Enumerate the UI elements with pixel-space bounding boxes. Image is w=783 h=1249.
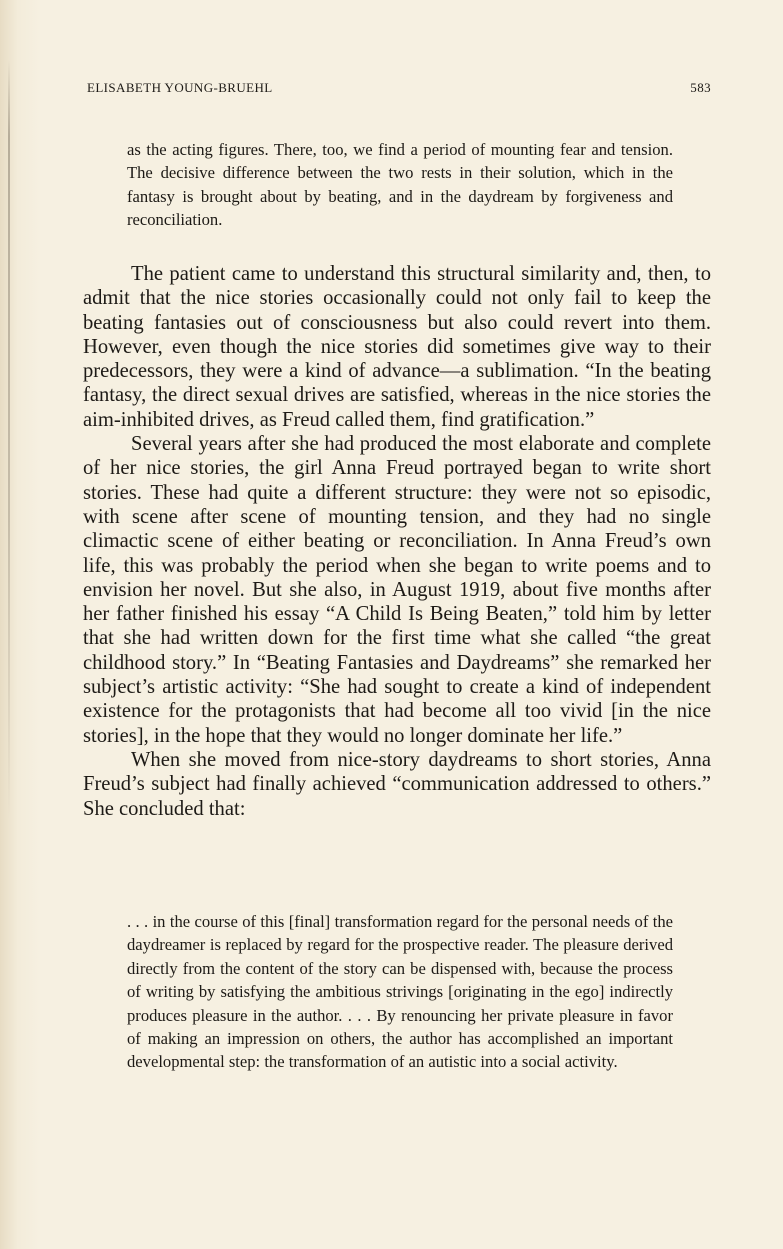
- body-paragraph: Several years after she had produced the most elaborate and complete of her nice stories, the girl Anna Freud portrayed began to write short stories. These had quite a different structure: they were not so episodic, with scene after scene of mounting tension, and they had no single climactic scene of either beating or reconciliation. In Anna Freud’s own life, this was probably the period when she began to write poems and to envision her novel. But she also, in August 1919, about five months after her father finished his essay “A Child Is Being Beaten,” told him by letter that she had written down for the first time what she called “the great childhood story.” In “Beating Fantasies and Daydreams” she remarked her subject’s artistic activity: “She had sought to create a kind of independent existence for the protagonists that had become all too vivid [in the nice stories], in the hope that they would no longer dominate her life.”: [83, 433, 711, 747]
- block-quote-bottom-text: . . . in the course of this [final] transformation regard for the personal needs of the daydreamer is replaced by regard for the prospective reader. The pleasure derived directly from the content of the story can be dispensed with, because the process of writing by satisfying the ambitious strivings [originating in the ego] indirectly produces pleasure in the author. . . . By renouncing her private pleasure in favor of making an impression on others, the author has accomplished an important developmental step: the transformation of an autistic into a social activity.: [127, 912, 673, 1072]
- page-gutter-shadow: [8, 60, 10, 820]
- body-paragraph: The patient came to understand this structural similarity and, then, to admit that the nice stories occasionally could not only fail to keep the beating fantasies out of consciousness but also could revert into them. However, even though the nice stories did sometimes give way to their predecessors, they were a kind of advance—a sublimation. “In the beating fantasy, the direct sexual drives are satisfied, whereas in the nice stories the aim-inhibited drives, as Freud called them, find gratification.”: [83, 263, 711, 431]
- block-quote-bottom: [127, 910, 673, 1074]
- body-paragraph: When she moved from nice-story daydreams to short stories, Anna Freud’s subject had finally achieved “communication addressed to others.” She concluded that:: [83, 748, 711, 820]
- running-header: [87, 80, 711, 96]
- page-number: 583: [690, 80, 711, 95]
- running-head-author: ELISABETH YOUNG-BRUEHL: [87, 80, 273, 95]
- block-quote-top: [127, 138, 673, 232]
- body-text: [83, 262, 711, 821]
- block-quote-top-text: as the acting figures. There, too, we find a period of mounting fear and tension. The decisive difference between the two rests in their solution, which in the fantasy is brought about by beating, and in the daydream by forgiveness and reconciliation.: [127, 140, 673, 230]
